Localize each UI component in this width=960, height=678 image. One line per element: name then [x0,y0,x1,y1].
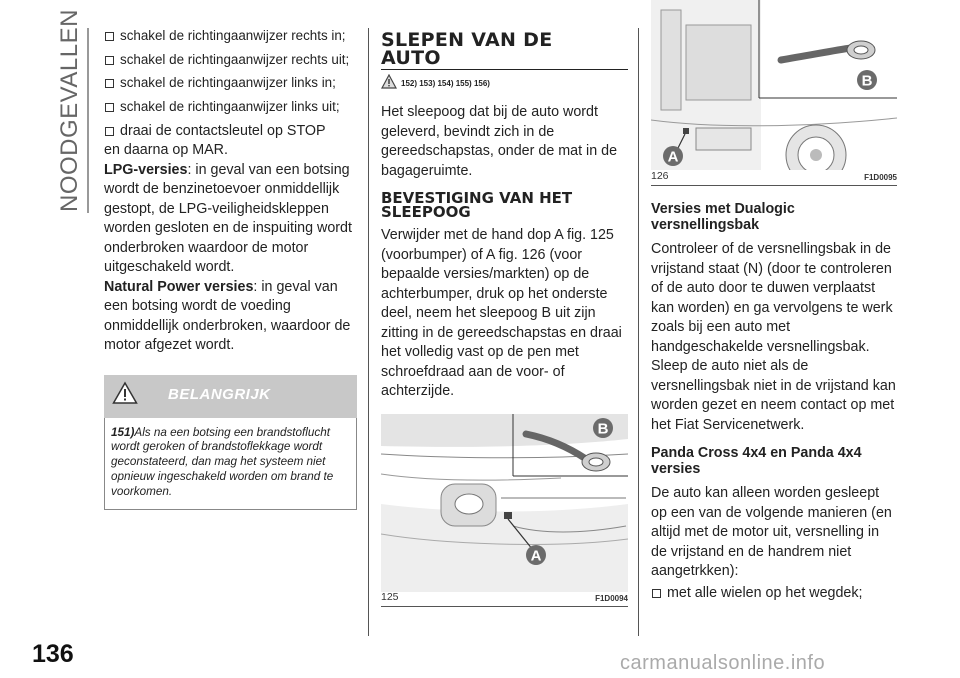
list-item: met alle wielen op het wegdek; [651,584,897,603]
list-item: schakel de richtingaanwijzer rechts in; [104,28,357,44]
storage-paragraph: Het sleepoog dat bij de auto wordt geleverd, bevindt zich in de gereedschapstas, onder de mat in de bagageruimte. [381,104,618,179]
panda-4x4-paragraph: De auto kan alleen worden gesleept op een van de volgende manieren (en altijd met de motor uit, versnelling in de vrijstand en de handrem niet aangetrkken): [651,485,892,579]
column-divider [368,28,369,636]
checkbox-bullet-icon [105,103,114,112]
warning-title: BELANGRIJK [168,385,271,403]
reference-notes: 152) 153) 154) 155) 156) [381,73,628,97]
subsection-title: BEVESTIGING VAN HET SLEEPOOG [381,189,573,221]
callout-a: A [530,547,542,564]
panda-4x4-heading: Panda Cross 4x4 en Panda 4x4 versies [651,445,862,477]
list-item: schakel de richtingaanwijzer rechts uit; [104,52,357,68]
checkbox-bullet-icon [105,32,114,41]
lpg-paragraph: LPG-versies: in geval van een botsing wordt de benzinetoevoer onmiddellijk gestopt, de LPG-veiligheidskleppen worden gesloten en de inspuiting wordt onderbroken waardoor de motor uitgeschakeld wordt. [104,161,352,275]
side-rule [87,28,89,213]
figure-number: 125 [381,590,399,603]
dualogic-heading: Versies met Dualogic versnellingsbak [651,201,795,233]
list-item: draai de contactsleutel op STOP [104,122,357,141]
warning-body: 151)Als na een botsing een brandstoflucht wordt geroken of brandstoflekkage wordt geconstateerd, dan mag het systeem niet opnieuw ingeschakeld worden om brand te voorkomen. [104,418,357,511]
column-3 [651,28,897,603]
figure-code: F1D0095 [864,173,897,182]
list-item: schakel de richtingaanwijzer links in; [104,75,357,91]
checkbox-bullet-icon [105,79,114,88]
column-1 [104,28,357,510]
checkbox-bullet-icon [105,56,114,65]
front-bumper-towing-eye-illustration [381,414,628,592]
figure-number: 126 [651,170,669,182]
footer-watermark[interactable]: carmanualsonline.info [620,652,826,674]
dualogic-paragraph: Controleer of de versnellingsbak in de vrijstand staat (N) (door te controleren of de auto door te duwen verplaatst kan worden) en ga vervolgens te werk zoals bij een auto met handgeschakelde versnellingsbak. Sleep de auto niet als de versnellingsbak niet in de vrijstand kan worden gezet en neem contact op met het Fiat Servicenetwerk. [651,241,896,433]
figure-125 [381,414,628,607]
column-2 [381,28,628,607]
section-side-title: NOODGEVALLEN [56,9,83,212]
page-number: 136 [32,640,74,668]
list-item: schakel de richtingaanwijzer links uit; [104,99,357,115]
column-divider [638,28,639,636]
warning-triangle-icon [112,381,138,405]
natural-power-paragraph: Natural Power versies: in geval van een botsing wordt de voeding onmiddellijk onderbroken, waardoor de motor afgezet wordt. [104,278,351,353]
checkbox-bullet-icon [652,589,661,598]
bullet-continuation: en daarna op MAR. [104,142,228,158]
figure-code: F1D0094 [595,593,628,603]
figure-126 [651,0,897,186]
warning-header [104,375,357,418]
rear-bumper-towing-eye-illustration [651,0,897,170]
warning-triangle-icon [381,74,397,89]
callout-b: B [861,72,873,90]
callout-a: A [667,148,679,166]
callout-b: B [597,420,609,437]
section-title: SLEPEN VAN DE AUTO [381,31,628,70]
mounting-paragraph: Verwijder met de hand dop A fig. 125 (voorbumper) of A fig. 126 (voor bepaalde versies/markten) op de achterbumper, druk op het onderste deel, neem het sleepoog B uit zijn zitting in de gereedschapstas en draai het volledig vast op de pen met schroefdraad aan de voor- of achterzijde. [381,227,622,399]
checkbox-bullet-icon [105,127,114,136]
